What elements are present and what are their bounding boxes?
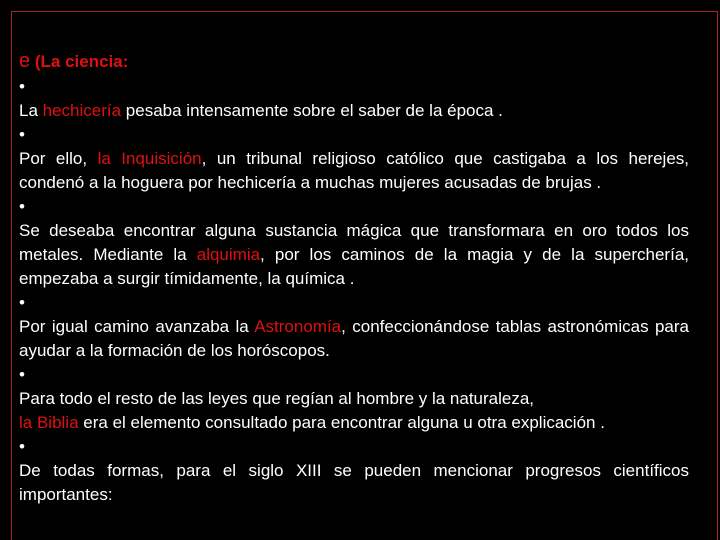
bullet-icon: • [19,125,25,144]
paragraph-astronomia [19,315,689,363]
paragraph-hechiceria [19,99,689,123]
text-run: , un tribunal religioso católico que castigaba a los herejes, condenó a la hoguera por hechicería a muchas mujeres acusadas de brujas . [19,149,690,192]
text-run: Por igual camino avanzaba la [19,317,255,336]
paragraph-alquimia [19,219,689,291]
bullet-icon: • [19,197,25,216]
bullet-icon: • [19,437,25,456]
text-run: La [19,101,43,120]
title-text: (La ciencia: [30,52,129,71]
slide-content [19,48,689,507]
text-run: , confeccionándose tablas astronómicas para ayudar a la formación de los horóscopos. [19,317,689,360]
highlight-term: hechicería [42,101,122,120]
paragraph-biblia-line1: Para todo el resto de las leyes que regían al hombre y la naturaleza, [19,389,535,408]
bullet-icon: • [19,365,25,384]
highlight-term: la Biblia [19,413,79,432]
highlight-term: alquimia [196,245,261,264]
text-run: , por los caminos de la magia y de la superchería, empezaba a surgir tímidamente, la química . [19,245,689,288]
title-letter: e [19,50,31,72]
paragraph-inquisicion [19,147,689,195]
paragraph-siglo-xiii: De todas formas, para el siglo XIII se pueden mencionar progresos científicos importantes: [19,461,689,504]
text-run: Por ello, [19,149,98,168]
highlight-term: Astronomía [254,317,342,336]
text-run: Se deseaba encontrar alguna sustancia mágica que transformara en oro todos los metales. Mediante la [19,221,689,264]
highlight-term: la Inquisición [97,149,202,168]
paragraph-biblia [19,411,689,435]
bullet-icon: • [19,293,25,312]
text-run: era el elemento consultado para encontrar alguna u otra explicación . [78,413,605,432]
text-run: pesaba intensamente sobre el saber de la época . [121,101,503,120]
bullet-icon: • [19,77,25,96]
slide-title [19,48,689,75]
